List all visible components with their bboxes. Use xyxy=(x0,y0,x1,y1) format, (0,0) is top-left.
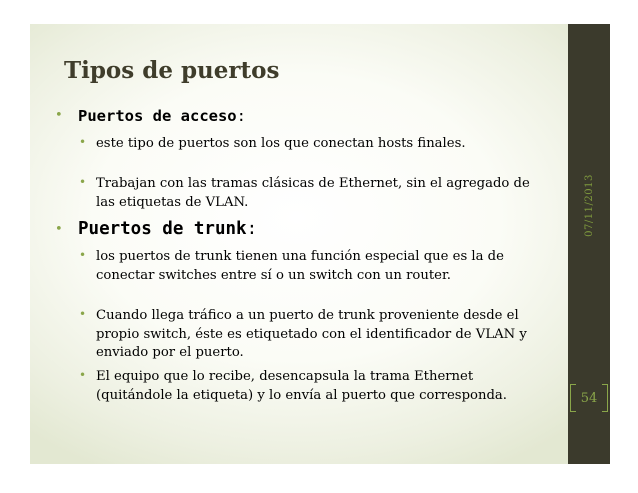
bullet-icon: • xyxy=(55,222,63,237)
bullet-icon: • xyxy=(79,175,87,189)
right-bracket xyxy=(602,384,608,412)
bullet-icon: • xyxy=(79,368,87,382)
page-number-box xyxy=(568,384,610,412)
list-item-text: El equipo que lo recibe, desencapsula la trama Ethernet (quitándole la etiqueta) y lo envía al puerto que corresponda. xyxy=(96,369,507,403)
slide-title: Tipos de puertos xyxy=(64,57,280,84)
list-item-text: este tipo de puertos son los que conectan hosts finales. xyxy=(96,136,466,151)
list-item-text: los puertos de trunk tienen una función especial que es la de conectar switches entre sí o un switch con un router. xyxy=(96,249,504,283)
heading-text: Puertos de acceso xyxy=(78,107,237,125)
heading-text: Puertos de trunk xyxy=(78,219,247,239)
bullet-icon: • xyxy=(55,108,63,123)
page-number: 54 xyxy=(580,390,598,406)
list-item-text: Trabajan con las tramas clásicas de Ethernet, sin el agregado de las etiquetas de VLAN. xyxy=(96,176,530,210)
bullet-icon: • xyxy=(79,248,87,262)
list-item-text: Cuando llega tráfico a un puerto de trunk proveniente desde el propio switch, éste es etiquetado con el identificador de VLAN y enviado por el puerto. xyxy=(96,308,527,360)
heading-suffix: : xyxy=(246,219,258,239)
bullet-icon: • xyxy=(79,307,87,321)
heading-suffix: : xyxy=(236,107,246,125)
bullet-icon: • xyxy=(79,135,87,149)
date-text: 07/11/2013 xyxy=(583,173,595,237)
slide-date xyxy=(567,160,611,250)
left-bracket xyxy=(570,384,576,412)
